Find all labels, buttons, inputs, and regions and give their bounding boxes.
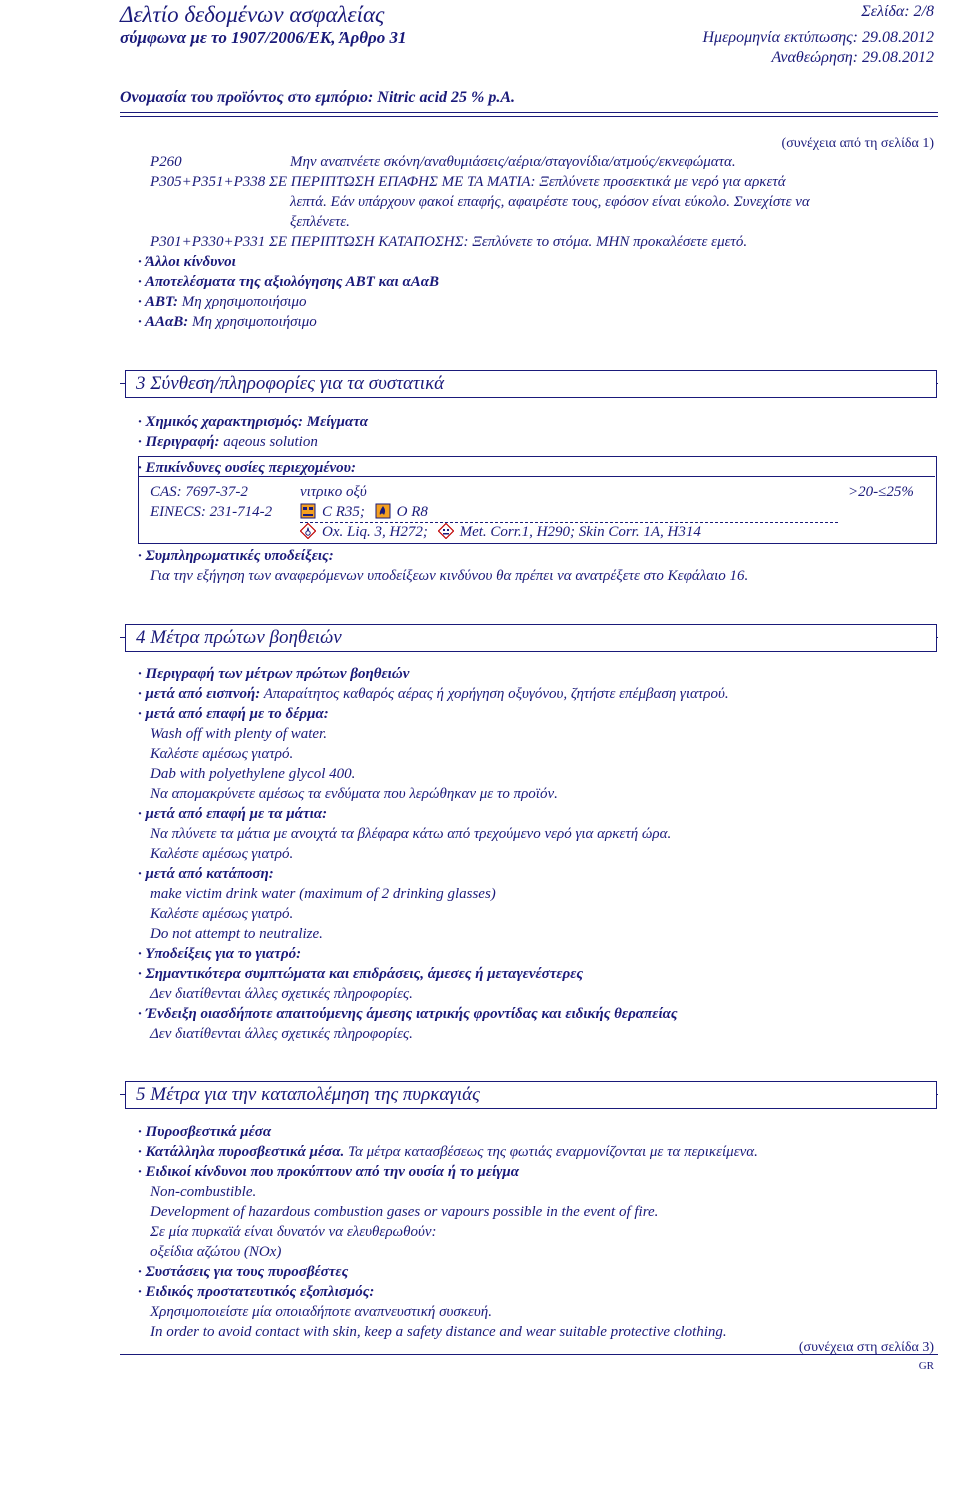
- ghs05-corrosion-icon: [438, 523, 454, 539]
- additional-info-label: · Συμπληρωματικές υποδείξεις:: [138, 548, 334, 564]
- section4-line-heading: · Σημαντικότερα συμπτώματα και επιδράσεις, άμεσες ή μεταγενέστερες: [138, 966, 584, 982]
- section4-line-text: Απαραίτητος καθαρός αέρας ή χορήγηση οξυγόνου, ζητήστε επέμβαση γιατρού.: [260, 686, 729, 702]
- section4-line: [138, 964, 583, 984]
- dsd-oxidizing: O R8: [396, 504, 428, 520]
- section4-line-text: Καλέστε αμέσως γιατρό.: [150, 906, 294, 922]
- dsd-corrosive: C R35;: [322, 504, 365, 520]
- section4-line: [150, 724, 327, 744]
- einecs-number: EINECS: 231-714-2: [150, 504, 273, 520]
- pbt-label: · ΑΒΤ:: [138, 294, 178, 310]
- clp-classification-row: [300, 522, 701, 542]
- section4-line-heading: · μετά από κατάποση:: [138, 866, 274, 882]
- section4-line-heading: · μετά από εισπνοή:: [138, 686, 261, 702]
- section4-line-text: Δεν διατίθενται άλλες σχετικές πληροφορίες.: [150, 986, 413, 1002]
- language-code: GR: [918, 1360, 934, 1372]
- vpvb-value: Μη χρησιμοποιήσιμο: [188, 314, 317, 330]
- section5-line: [138, 1122, 271, 1142]
- section4-line-text: Δεν διατίθενται άλλες σχετικές πληροφορίες.: [150, 1026, 413, 1042]
- section4-line-text: Wash off with plenty of water.: [150, 726, 327, 742]
- corrosive-icon: [300, 503, 316, 519]
- section4-line: [138, 864, 274, 884]
- section4-line: [138, 944, 301, 964]
- section5-line: [150, 1222, 437, 1242]
- section4-line: [150, 924, 323, 944]
- page-number: Σελίδα: 2/8: [861, 3, 934, 20]
- section4-line: [150, 784, 558, 804]
- section5-line-text: Τα μέτρα κατασβέσεως της φωτιάς εναρμονίζονται με τα περικείμενα.: [344, 1144, 758, 1160]
- section5-line-text: Non-combustible.: [150, 1184, 257, 1200]
- section4-line: [150, 844, 293, 864]
- document-subtitle: σύμφωνα με το 1907/2006/ΕΚ, Άρθρο 31: [120, 28, 407, 47]
- concentration: >20-≤25%: [848, 484, 914, 500]
- product-name: Ονομασία του προϊόντος στο εμπόριο: Nitric acid 25 % p.A.: [120, 89, 516, 106]
- section4-line: [150, 984, 413, 1004]
- section4-line-heading: · Υποδείξεις για το γιατρό:: [138, 946, 302, 962]
- header-divider: [120, 112, 938, 113]
- section4-line: [138, 804, 327, 824]
- additional-info-text: Για την εξήγηση των αναφερόμενων υποδείξεων κινδύνου θα πρέπει να ανατρέξετε στο Κεφάλαιο 16.: [150, 568, 749, 584]
- description-label: · Περιγραφή:: [138, 434, 220, 450]
- oxidizing-icon: [375, 503, 391, 519]
- clp-ox-liq: Ox. Liq. 3, H272;: [322, 524, 428, 540]
- print-date: Ημερομηνία εκτύπωσης: 29.08.2012: [702, 29, 934, 46]
- section4-line: [150, 764, 355, 784]
- substance-name: νιτρικο οξύ: [300, 484, 367, 500]
- section4-header: [125, 624, 937, 652]
- section4-line-heading: · Περιγραφή των μέτρων πρώτων βοηθειών: [138, 666, 410, 682]
- section5-line-heading: · Κατάλληλα πυροσβεστικά μέσα.: [138, 1144, 345, 1160]
- section4-line: [150, 744, 293, 764]
- section4-line: [150, 884, 496, 904]
- p260-text: Μην αναπνέετε σκόνη/αναθυμιάσεις/αέρια/σταγονίδια/ατμούς/εκνεφώματα.: [290, 154, 736, 170]
- section5-line-text: Χρησιμοποιείστε μία οποιαδήποτε αναπνευστική συσκευή.: [150, 1304, 492, 1320]
- section5-line: [150, 1182, 256, 1202]
- section5-line: [150, 1302, 492, 1322]
- section4-line-text: Καλέστε αμέσως γιατρό.: [150, 846, 294, 862]
- section5-line: [138, 1282, 374, 1302]
- p260-code: P260: [150, 154, 182, 170]
- section5-line-heading: · Ειδικοί κίνδυνοι που προκύπτουν από την ουσία ή το μείγμα: [138, 1164, 520, 1180]
- section4-line-text: Do not attempt to neutralize.: [150, 926, 323, 942]
- section4-line-heading: · μετά από επαφή με τα μάτια:: [138, 806, 328, 822]
- document-title: Δελτίο δεδομένων ασφαλείας: [120, 2, 385, 27]
- vpvb-row: [138, 312, 317, 332]
- dangerous-components-label: · Επικίνδυνες ουσίες περιεχομένου:: [138, 460, 356, 476]
- section5-line-text: Σε μία πυρκαϊά είναι δυνατόν να ελευθερωθούν:: [150, 1224, 437, 1240]
- section4-line-text: Καλέστε αμέσως γιατρό.: [150, 746, 294, 762]
- vpvb-label: · ΑΑαΒ:: [138, 314, 189, 330]
- section5-line: [150, 1242, 281, 1262]
- section4-line: [138, 704, 329, 724]
- section4-line: [150, 904, 293, 924]
- section4-line-heading: · Ένδειξη οιασδήποτε απαιτούμενης άμεσης ιατρικής φροντίδας και ειδικής θεραπείας: [138, 1006, 678, 1022]
- footer-divider: [120, 1354, 938, 1355]
- description-row: [138, 432, 318, 452]
- section4-line: [138, 1004, 678, 1024]
- section5-line: [138, 1162, 519, 1182]
- section4-line: [138, 664, 409, 684]
- description-value: aqeous solution: [219, 434, 318, 450]
- pbt-value: Μη χρησιμοποιήσιμο: [178, 294, 307, 310]
- pbt-results: · Αποτελέσματα της αξιολόγησης ΑΒΤ και αΑαΒ: [138, 274, 440, 290]
- section4-line-text: Να απομακρύνετε αμέσως τα ενδύματα που λερώθηκαν με το προϊόν.: [150, 786, 558, 802]
- other-hazards: · Άλλοι κίνδυνοι: [138, 254, 236, 270]
- section5-line: [150, 1322, 727, 1342]
- section3-header: [125, 370, 937, 398]
- section4-line: [138, 684, 729, 704]
- p301-text: P301+P330+P331 ΣΕ ΠΕΡΙΠΤΩΣΗ ΚΑΤΑΠΟΣΗΣ: Ξεπλύνετε το στόμα. ΜΗΝ προκαλέσετε εμετό.: [150, 234, 748, 250]
- section5-title: 5 Μέτρα για την καταπολέμηση της πυρκαγιάς: [136, 1084, 480, 1105]
- section3-title: 3 Σύνθεση/πληροφορίες για τα συστατικά: [136, 373, 445, 394]
- clp-met-corr: Met. Corr.1, H290; Skin Corr. 1A, H314: [459, 524, 701, 540]
- section4-line-text: make victim drink water (maximum of 2 drinking glasses): [150, 886, 496, 902]
- continued-on: (συνέχεια στη σελίδα 3): [798, 1340, 934, 1355]
- section5-header: [125, 1081, 937, 1109]
- section4-title: 4 Μέτρα πρώτων βοηθειών: [136, 627, 342, 648]
- header-divider-2: [120, 116, 938, 117]
- continued-from: (συνέχεια από τη σελίδα 1): [781, 136, 934, 151]
- p305-line2: λεπτά. Εάν υπάρχουν φακοί επαφής, αφαιρέστε τους, εφόσον είναι εύκολο. Συνεχίστε να: [290, 194, 810, 210]
- section5-line: [150, 1202, 658, 1222]
- section5-line-heading: · Ειδικός προστατευτικός εξοπλισμός:: [138, 1284, 375, 1300]
- section4-line-heading: · μετά από επαφή με το δέρμα:: [138, 706, 329, 722]
- section4-line-text: Dab with polyethylene glycol 400.: [150, 766, 356, 782]
- section5-line-text: Development of hazardous combustion gases or vapours possible in the event of fire.: [150, 1204, 659, 1220]
- section5-line-heading: · Πυροσβεστικά μέσα: [138, 1124, 272, 1140]
- cas-number: CAS: 7697-37-2: [150, 484, 248, 500]
- dsd-classification-row: [300, 502, 428, 522]
- p305-line1: P305+P351+P338 ΣΕ ΠΕΡΙΠΤΩΣΗ ΕΠΑΦΗΣ ΜΕ ΤΑ ΜΑΤΙΑ: Ξεπλύνετε προσεκτικά με νερό για αρκετά: [150, 174, 786, 190]
- revision-date: Αναθεώρηση: 29.08.2012: [771, 49, 934, 66]
- section5-line: [138, 1142, 758, 1162]
- pbt-row: [138, 292, 307, 312]
- chemical-characterization: · Χημικός χαρακτηρισμός: Μείγματα: [138, 414, 369, 430]
- section4-line-text: Να πλύνετε τα μάτια με ανοιχτά τα βλέφαρα κάτω από τρεχούμενο νερό για αρκετή ώρα.: [150, 826, 672, 842]
- section4-line: [150, 1024, 413, 1044]
- section5-line-heading: · Συστάσεις για τους πυροσβέστες: [138, 1264, 349, 1280]
- ghs03-flame-over-circle-icon: [300, 523, 316, 539]
- section5-line-text: In order to avoid contact with skin, keep a safety distance and wear suitable protective clothing.: [150, 1324, 727, 1340]
- section4-line: [150, 824, 671, 844]
- section5-line-text: οξείδια αζώτου (NOx): [150, 1244, 282, 1260]
- p305-line3: ξεπλένετε.: [290, 214, 350, 230]
- section5-line: [138, 1262, 348, 1282]
